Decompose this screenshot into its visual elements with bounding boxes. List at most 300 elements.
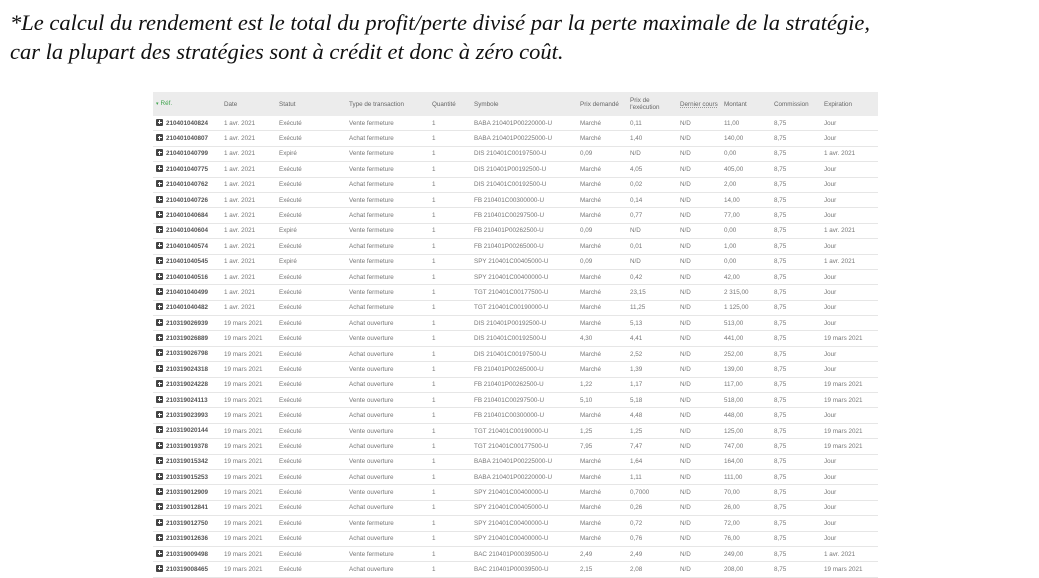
cell-prix-demande: 1,25 xyxy=(577,423,627,438)
expand-plus-icon[interactable] xyxy=(156,119,163,126)
cell-symbole: SPY 210401C00405000-U xyxy=(471,254,577,269)
table-row[interactable] xyxy=(153,423,878,438)
cell-statut: Exécuté xyxy=(276,377,346,392)
cell-montant: 405,00 xyxy=(721,162,771,177)
chevron-down-icon: ▾ xyxy=(156,101,159,107)
table-row[interactable] xyxy=(153,562,878,577)
cell-montant: 1,00 xyxy=(721,239,771,254)
cell-expiration: 1 avr. 2021 xyxy=(821,146,878,161)
cell-prix-execution: 5,18 xyxy=(627,393,677,408)
cell-quantite: 1 xyxy=(429,223,471,238)
cell-type: Vente ouverture xyxy=(346,362,429,377)
table-row[interactable] xyxy=(153,500,878,515)
expand-plus-icon[interactable] xyxy=(156,149,163,156)
column-header-prix-execution[interactable]: Prix de l'exécution xyxy=(627,92,677,116)
column-header-date[interactable]: Date xyxy=(221,92,276,116)
cell-prix-execution: 1,25 xyxy=(627,423,677,438)
table-row[interactable] xyxy=(153,285,878,300)
cell-commission: 8,75 xyxy=(771,485,821,500)
cell-prix-demande: Marché xyxy=(577,408,627,423)
cell-ref xyxy=(153,116,221,131)
expand-plus-icon[interactable] xyxy=(156,165,163,172)
cell-symbole: SPY 210401C00405000-U xyxy=(471,500,577,515)
cell-dernier-cours: N/D xyxy=(677,316,721,331)
cell-prix-demande: 5,10 xyxy=(577,393,627,408)
transactions-table-container xyxy=(153,92,878,578)
cell-expiration: Jour xyxy=(821,131,878,146)
cell-montant: 2 315,00 xyxy=(721,285,771,300)
expand-plus-icon[interactable] xyxy=(156,242,163,249)
column-header-statut[interactable]: Statut xyxy=(276,92,346,116)
cell-prix-execution: 1,17 xyxy=(627,377,677,392)
cell-montant: 117,00 xyxy=(721,377,771,392)
expand-plus-icon[interactable] xyxy=(156,473,163,480)
cell-dernier-cours: N/D xyxy=(677,285,721,300)
cell-date: 1 avr. 2021 xyxy=(221,239,276,254)
table-row[interactable] xyxy=(153,239,878,254)
cell-type: Achat ouverture xyxy=(346,316,429,331)
ref-number: 210319009498 xyxy=(166,550,209,558)
cell-symbole: TGT 210401C00177500-U xyxy=(471,285,577,300)
cell-expiration: Jour xyxy=(821,408,878,423)
table-row[interactable] xyxy=(153,269,878,284)
cell-prix-demande: 2,49 xyxy=(577,546,627,561)
cell-symbole: FB 210401P00265000-U xyxy=(471,239,577,254)
ref-number: 210401040824 xyxy=(166,119,209,127)
cell-symbole: SPY 210401C00400000-U xyxy=(471,485,577,500)
cell-prix-demande: Marché xyxy=(577,239,627,254)
table-row[interactable] xyxy=(153,254,878,269)
cell-date: 19 mars 2021 xyxy=(221,500,276,515)
cell-quantite: 1 xyxy=(429,208,471,223)
expand-plus-icon[interactable] xyxy=(156,211,163,218)
cell-dernier-cours: N/D xyxy=(677,239,721,254)
cell-commission: 8,75 xyxy=(771,269,821,284)
cell-date: 1 avr. 2021 xyxy=(221,254,276,269)
cell-prix-demande: 0,09 xyxy=(577,254,627,269)
expand-plus-icon[interactable] xyxy=(156,426,163,433)
cell-date: 1 avr. 2021 xyxy=(221,146,276,161)
cell-ref xyxy=(153,131,221,146)
cell-type: Achat ouverture xyxy=(346,439,429,454)
expand-plus-icon[interactable] xyxy=(156,365,163,372)
cell-ref xyxy=(153,531,221,546)
cell-dernier-cours: N/D xyxy=(677,346,721,361)
cell-dernier-cours: N/D xyxy=(677,516,721,531)
ref-number: 210319015253 xyxy=(166,473,209,481)
ref-number: 210401040807 xyxy=(166,135,209,143)
cell-date: 19 mars 2021 xyxy=(221,362,276,377)
cell-symbole: DIS 210401C00197500-U xyxy=(471,146,577,161)
ref-number: 210319008465 xyxy=(166,566,209,574)
expand-plus-icon[interactable] xyxy=(156,180,163,187)
table-row[interactable] xyxy=(153,131,878,146)
table-row[interactable] xyxy=(153,316,878,331)
cell-expiration: 19 mars 2021 xyxy=(821,377,878,392)
cell-prix-execution: 0,11 xyxy=(627,116,677,131)
cell-symbole: BAC 210401P00039500-U xyxy=(471,546,577,561)
cell-statut: Exécuté xyxy=(276,300,346,315)
cell-commission: 8,75 xyxy=(771,300,821,315)
cell-montant: 249,00 xyxy=(721,546,771,561)
cell-dernier-cours: N/D xyxy=(677,408,721,423)
cell-quantite: 1 xyxy=(429,146,471,161)
ref-number: 210319015342 xyxy=(166,458,209,466)
cell-expiration: Jour xyxy=(821,454,878,469)
cell-statut: Exécuté xyxy=(276,162,346,177)
table-row[interactable] xyxy=(153,546,878,561)
cell-commission: 8,75 xyxy=(771,131,821,146)
cell-dernier-cours: N/D xyxy=(677,500,721,515)
cell-date: 19 mars 2021 xyxy=(221,469,276,484)
ref-number: 210319020144 xyxy=(166,427,209,435)
cell-type: Achat fermeture xyxy=(346,269,429,284)
cell-ref xyxy=(153,223,221,238)
expand-plus-icon[interactable] xyxy=(156,134,163,141)
expand-plus-icon[interactable] xyxy=(156,442,163,449)
cell-type: Vente fermeture xyxy=(346,116,429,131)
cell-ref xyxy=(153,408,221,423)
cell-ref xyxy=(153,562,221,577)
cell-statut: Exécuté xyxy=(276,423,346,438)
table-row[interactable] xyxy=(153,162,878,177)
cell-commission: 8,75 xyxy=(771,346,821,361)
cell-quantite: 1 xyxy=(429,254,471,269)
cell-dernier-cours: N/D xyxy=(677,116,721,131)
cell-commission: 8,75 xyxy=(771,192,821,207)
cell-ref xyxy=(153,469,221,484)
table-row[interactable] xyxy=(153,146,878,161)
cell-date: 19 mars 2021 xyxy=(221,454,276,469)
cell-dernier-cours: N/D xyxy=(677,531,721,546)
cell-quantite: 1 xyxy=(429,316,471,331)
cell-expiration: Jour xyxy=(821,300,878,315)
cell-symbole: SPY 210401C00400000-U xyxy=(471,516,577,531)
ref-number: 210319024113 xyxy=(166,396,208,404)
cell-symbole: TGT 210401C00177500-U xyxy=(471,439,577,454)
cell-date: 1 avr. 2021 xyxy=(221,177,276,192)
cell-dernier-cours: N/D xyxy=(677,192,721,207)
cell-prix-demande: Marché xyxy=(577,362,627,377)
cell-symbole: TGT 210401C00190000-U xyxy=(471,423,577,438)
cell-statut: Expiré xyxy=(276,223,346,238)
expand-plus-icon[interactable] xyxy=(156,550,163,557)
expand-plus-icon[interactable] xyxy=(156,380,163,387)
cell-commission: 8,75 xyxy=(771,208,821,223)
cell-montant: 0,00 xyxy=(721,223,771,238)
cell-quantite: 1 xyxy=(429,239,471,254)
cell-prix-execution: 2,52 xyxy=(627,346,677,361)
cell-type: Achat ouverture xyxy=(346,346,429,361)
ref-number: 210319024228 xyxy=(166,381,209,389)
table-row[interactable] xyxy=(153,516,878,531)
cell-quantite: 1 xyxy=(429,500,471,515)
cell-dernier-cours: N/D xyxy=(677,469,721,484)
cell-montant: 76,00 xyxy=(721,531,771,546)
cell-expiration: Jour xyxy=(821,346,878,361)
cell-date: 1 avr. 2021 xyxy=(221,116,276,131)
ref-number: 210319012841 xyxy=(166,504,209,512)
cell-type: Vente fermeture xyxy=(346,254,429,269)
cell-quantite: 1 xyxy=(429,439,471,454)
cell-date: 19 mars 2021 xyxy=(221,346,276,361)
ref-number: 210401040799 xyxy=(166,150,209,158)
cell-statut: Exécuté xyxy=(276,469,346,484)
expand-plus-icon[interactable] xyxy=(156,226,163,233)
column-header-quantite[interactable]: Quantité xyxy=(429,92,471,116)
cell-commission: 8,75 xyxy=(771,546,821,561)
ref-number: 210401040775 xyxy=(166,165,209,173)
cell-symbole: FB 210401C00297500-U xyxy=(471,393,577,408)
cell-date: 1 avr. 2021 xyxy=(221,131,276,146)
cell-prix-execution: N/D xyxy=(627,223,677,238)
cell-symbole: BAC 210401P00039500-U xyxy=(471,562,577,577)
cell-expiration: Jour xyxy=(821,531,878,546)
expand-plus-icon[interactable] xyxy=(156,288,163,295)
cell-prix-demande: Marché xyxy=(577,316,627,331)
table-row[interactable] xyxy=(153,408,878,423)
cell-symbole: FB 210401C00297500-U xyxy=(471,208,577,223)
cell-symbole: SPY 210401C00400000-U xyxy=(471,531,577,546)
cell-montant: 0,00 xyxy=(721,146,771,161)
cell-commission: 8,75 xyxy=(771,239,821,254)
table-row[interactable] xyxy=(153,223,878,238)
cell-prix-execution: 1,11 xyxy=(627,469,677,484)
cell-statut: Exécuté xyxy=(276,546,346,561)
cell-ref xyxy=(153,423,221,438)
expand-plus-icon[interactable] xyxy=(156,457,163,464)
cell-expiration: Jour xyxy=(821,239,878,254)
cell-commission: 8,75 xyxy=(771,377,821,392)
cell-symbole: DIS 210401P00192500-U xyxy=(471,162,577,177)
cell-prix-demande: Marché xyxy=(577,485,627,500)
cell-prix-execution: 1,40 xyxy=(627,131,677,146)
cell-prix-execution: 7,47 xyxy=(627,439,677,454)
cell-montant: 14,00 xyxy=(721,192,771,207)
cell-expiration: Jour xyxy=(821,500,878,515)
cell-commission: 8,75 xyxy=(771,469,821,484)
column-header-montant[interactable]: Montant xyxy=(721,92,771,116)
cell-commission: 8,75 xyxy=(771,116,821,131)
cell-montant: 125,00 xyxy=(721,423,771,438)
cell-montant: 139,00 xyxy=(721,362,771,377)
cell-statut: Exécuté xyxy=(276,285,346,300)
cell-prix-execution: 11,25 xyxy=(627,300,677,315)
cell-type: Vente fermeture xyxy=(346,146,429,161)
ref-number: 210319026798 xyxy=(166,350,209,358)
cell-prix-demande: Marché xyxy=(577,269,627,284)
column-header-ref[interactable]: ▾ Réf. xyxy=(153,92,221,116)
cell-statut: Exécuté xyxy=(276,439,346,454)
table-row[interactable] xyxy=(153,485,878,500)
cell-commission: 8,75 xyxy=(771,531,821,546)
table-row[interactable] xyxy=(153,331,878,346)
cell-date: 19 mars 2021 xyxy=(221,331,276,346)
cell-prix-execution: 4,05 xyxy=(627,162,677,177)
cell-prix-execution: 0,26 xyxy=(627,500,677,515)
table-row[interactable] xyxy=(153,192,878,207)
cell-dernier-cours: N/D xyxy=(677,485,721,500)
cell-prix-execution: 4,48 xyxy=(627,408,677,423)
cell-montant: 441,00 xyxy=(721,331,771,346)
cell-dernier-cours: N/D xyxy=(677,562,721,577)
cell-dernier-cours: N/D xyxy=(677,300,721,315)
cell-montant: 11,00 xyxy=(721,116,771,131)
cell-commission: 8,75 xyxy=(771,423,821,438)
table-row[interactable] xyxy=(153,362,878,377)
cell-symbole: BABA 210401P00220000-U xyxy=(471,116,577,131)
table-row[interactable] xyxy=(153,531,878,546)
cell-statut: Exécuté xyxy=(276,269,346,284)
cell-expiration: 19 mars 2021 xyxy=(821,562,878,577)
cell-quantite: 1 xyxy=(429,285,471,300)
expand-plus-icon[interactable] xyxy=(156,303,163,310)
expand-plus-icon[interactable] xyxy=(156,196,163,203)
cell-expiration: 1 avr. 2021 xyxy=(821,254,878,269)
table-row[interactable] xyxy=(153,393,878,408)
expand-plus-icon[interactable] xyxy=(156,319,163,326)
cell-montant: 77,00 xyxy=(721,208,771,223)
cell-expiration: Jour xyxy=(821,177,878,192)
cell-date: 19 mars 2021 xyxy=(221,516,276,531)
table-row[interactable] xyxy=(153,300,878,315)
cell-date: 19 mars 2021 xyxy=(221,408,276,423)
cell-symbole: FB 210401P00265000-U xyxy=(471,362,577,377)
cell-prix-demande: 7,95 xyxy=(577,439,627,454)
cell-montant: 0,00 xyxy=(721,254,771,269)
cell-type: Achat ouverture xyxy=(346,377,429,392)
cell-dernier-cours: N/D xyxy=(677,208,721,223)
expand-plus-icon[interactable] xyxy=(156,503,163,510)
cell-symbole: DIS 210401C00197500-U xyxy=(471,346,577,361)
cell-statut: Exécuté xyxy=(276,346,346,361)
cell-prix-execution: 1,64 xyxy=(627,454,677,469)
cell-quantite: 1 xyxy=(429,516,471,531)
cell-symbole: TGT 210401C00190000-U xyxy=(471,300,577,315)
expand-plus-icon[interactable] xyxy=(156,565,163,572)
cell-quantite: 1 xyxy=(429,177,471,192)
cell-dernier-cours: N/D xyxy=(677,423,721,438)
expand-plus-icon[interactable] xyxy=(156,273,163,280)
cell-commission: 8,75 xyxy=(771,439,821,454)
cell-type: Vente fermeture xyxy=(346,285,429,300)
expand-plus-icon[interactable] xyxy=(156,334,163,341)
column-header-symbole[interactable]: Symbole xyxy=(471,92,577,116)
expand-plus-icon[interactable] xyxy=(156,349,163,356)
cell-expiration: 19 mars 2021 xyxy=(821,423,878,438)
cell-quantite: 1 xyxy=(429,485,471,500)
cell-montant: 72,00 xyxy=(721,516,771,531)
cell-ref xyxy=(153,393,221,408)
cell-montant: 518,00 xyxy=(721,393,771,408)
expand-plus-icon[interactable] xyxy=(156,396,163,403)
table-row[interactable] xyxy=(153,177,878,192)
cell-prix-demande: Marché xyxy=(577,192,627,207)
expand-plus-icon[interactable] xyxy=(156,519,163,526)
cell-prix-demande: Marché xyxy=(577,346,627,361)
cell-date: 1 avr. 2021 xyxy=(221,285,276,300)
cell-prix-demande: 0,09 xyxy=(577,223,627,238)
cell-expiration: Jour xyxy=(821,285,878,300)
ref-number: 210319019378 xyxy=(166,442,209,450)
cell-statut: Exécuté xyxy=(276,531,346,546)
cell-date: 19 mars 2021 xyxy=(221,439,276,454)
cell-statut: Exécuté xyxy=(276,500,346,515)
cell-type: Achat fermeture xyxy=(346,239,429,254)
cell-date: 19 mars 2021 xyxy=(221,562,276,577)
cell-prix-demande: 0,09 xyxy=(577,146,627,161)
cell-montant: 252,00 xyxy=(721,346,771,361)
column-header-prix-demande[interactable]: Prix demandé xyxy=(577,92,627,116)
table-row[interactable] xyxy=(153,454,878,469)
expand-plus-icon[interactable] xyxy=(156,534,163,541)
cell-expiration: Jour xyxy=(821,516,878,531)
expand-plus-icon[interactable] xyxy=(156,411,163,418)
cell-ref xyxy=(153,331,221,346)
cell-dernier-cours: N/D xyxy=(677,454,721,469)
cell-type: Vente fermeture xyxy=(346,516,429,531)
cell-commission: 8,75 xyxy=(771,285,821,300)
table-row[interactable] xyxy=(153,439,878,454)
cell-prix-execution: 2,08 xyxy=(627,562,677,577)
cell-date: 19 mars 2021 xyxy=(221,531,276,546)
cell-prix-demande: 4,30 xyxy=(577,331,627,346)
cell-commission: 8,75 xyxy=(771,362,821,377)
column-header-dernier-cours[interactable]: Dernier cours xyxy=(677,92,721,116)
table-row[interactable] xyxy=(153,469,878,484)
cell-date: 1 avr. 2021 xyxy=(221,192,276,207)
cell-prix-execution: 5,13 xyxy=(627,316,677,331)
cell-quantite: 1 xyxy=(429,162,471,177)
cell-prix-execution: 0,14 xyxy=(627,192,677,207)
cell-ref xyxy=(153,239,221,254)
cell-type: Achat ouverture xyxy=(346,408,429,423)
cell-symbole: SPY 210401C00400000-U xyxy=(471,269,577,284)
cell-expiration: Jour xyxy=(821,469,878,484)
cell-date: 19 mars 2021 xyxy=(221,316,276,331)
cell-dernier-cours: N/D xyxy=(677,331,721,346)
table-row[interactable] xyxy=(153,377,878,392)
table-row[interactable] xyxy=(153,116,878,131)
cell-expiration: 19 mars 2021 xyxy=(821,393,878,408)
cell-commission: 8,75 xyxy=(771,500,821,515)
expand-plus-icon[interactable] xyxy=(156,257,163,264)
cell-prix-execution: N/D xyxy=(627,146,677,161)
cell-prix-demande: Marché xyxy=(577,131,627,146)
cell-symbole: FB 210401P00262500-U xyxy=(471,377,577,392)
cell-quantite: 1 xyxy=(429,377,471,392)
cell-statut: Exécuté xyxy=(276,485,346,500)
cell-dernier-cours: N/D xyxy=(677,177,721,192)
column-header-type[interactable]: Type de transaction xyxy=(346,92,429,116)
cell-dernier-cours: N/D xyxy=(677,546,721,561)
cell-type: Achat fermeture xyxy=(346,300,429,315)
table-row[interactable] xyxy=(153,208,878,223)
cell-type: Achat ouverture xyxy=(346,469,429,484)
cell-dernier-cours: N/D xyxy=(677,269,721,284)
cell-quantite: 1 xyxy=(429,192,471,207)
ref-number: 210319024318 xyxy=(166,366,209,374)
expand-plus-icon[interactable] xyxy=(156,488,163,495)
cell-prix-execution: 23,15 xyxy=(627,285,677,300)
cell-prix-demande: 1,22 xyxy=(577,377,627,392)
cell-dernier-cours: N/D xyxy=(677,377,721,392)
table-row[interactable] xyxy=(153,346,878,361)
column-header-commission[interactable]: Commission xyxy=(771,92,821,116)
cell-expiration: 19 mars 2021 xyxy=(821,439,878,454)
column-header-expiration[interactable]: Expiration xyxy=(821,92,878,116)
cell-statut: Exécuté xyxy=(276,516,346,531)
